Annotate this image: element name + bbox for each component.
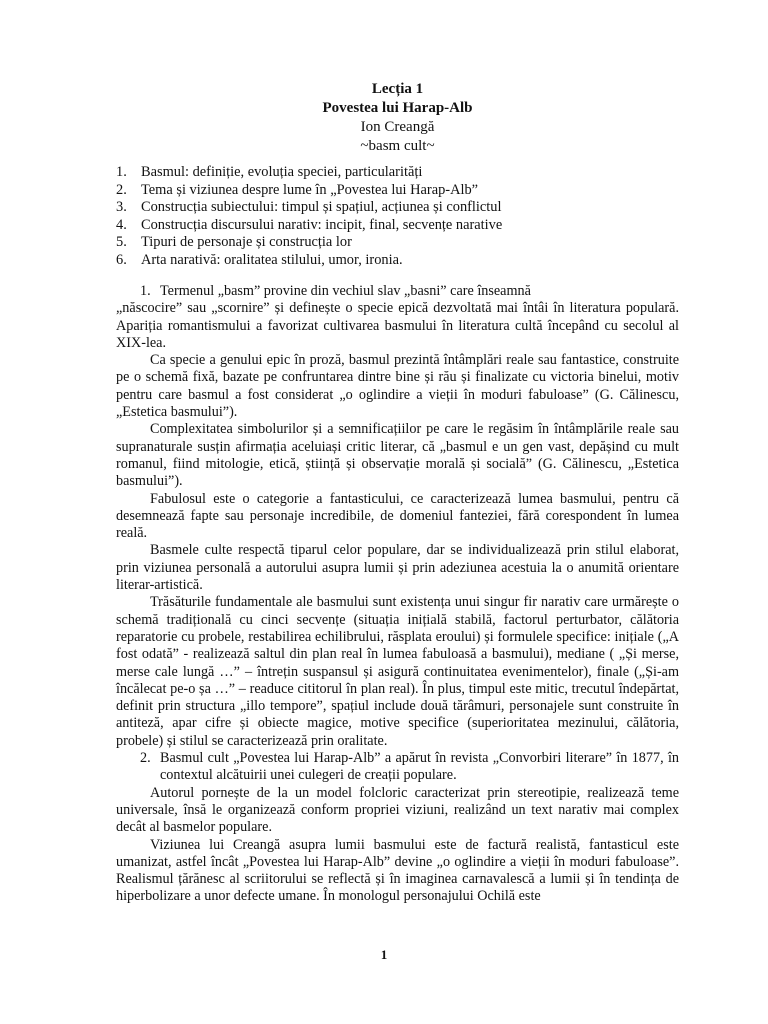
topic-text: Basmul: definiție, evoluția speciei, particularități	[141, 164, 423, 180]
topic-item	[116, 252, 679, 270]
paragraph-text: Termenul „basm” provine din vechiul slav „basni” care înseamnă	[160, 283, 531, 299]
topic-number: 4.	[116, 216, 127, 233]
paragraph-1-heading	[116, 283, 679, 300]
paragraph: Trăsăturile fundamentale ale basmului sunt existența unui singur fir narativ care urmărește o schemă tradițională cu cinci secvențe (situația inițială stabilă, factorul perturbator, călătoria reparatorie cu probele, restabilirea echilibrului, răsplata eroului) și formulele specifice: inițiale („A fost odată” - realizează saltul din plan real în lumea fabuloasă a basmului), mediane ( „Și merse, merse cale lungă …” – întrețin suspansul și asigură continuitatea evenimentelor), finale („Și-am încălecat pe-o șa …” – readuce cititorul în plan real). În plus, timpul este mitic, trecutul îndepărtat, definit prin structura „illo tempore”, spațiul include două tărâmuri, personajele sunt construite în antiteză, apar cifre și obiecte magice, motive specifice (superioritatea mezinului, călătoria, probele) și stilul se caracterizează prin oralitate.	[116, 594, 679, 749]
paragraph-number: 1.	[140, 283, 151, 299]
topic-item	[116, 182, 679, 200]
paragraph: Viziunea lui Creangă asupra lumii basmului este de factură realistă, fantasticul este umanizat, astfel încât „Povestea lui Harap-Alb” devine „o oglindire a vieții în moduri fabuloase”. Realismul țărănesc al scriitorului se reflectă și în imaginea carnavalescă a lumii și în tendința de hiperbolizare a unor defecte umane. În monologul personajului Ochilă este	[116, 836, 679, 905]
paragraph: „născocire” sau „scornire” și definește o specie epică dezvoltată mai întâi în literatura populară. Apariția romantismului a favorizat cultivarea basmului în literatura cultă începând cu secolul al XIX-lea.	[116, 300, 679, 351]
topic-number: 2.	[116, 181, 127, 198]
paragraph: Complexitatea simbolurilor și a semnificațiilor pe care le regăsim în întâmplările reale sau supranaturale susțin afirmația aceluiași critic literar, că „basmul e un gen vast, depășind cu mult romanul, fiind mitologie, etică, știință și observație morală și socială” (G. Călinescu, „Estetica basmului”).	[116, 421, 679, 490]
topic-text: Construcția discursului narativ: incipit, final, secvențe narative	[141, 216, 503, 233]
topics-list	[116, 164, 679, 269]
topic-item	[116, 199, 679, 217]
paragraph: Ca specie a genului epic în proză, basmul prezintă întâmplări reale sau fantastice, construite pe o schemă fixă, bazate pe confruntarea dintre bine și rău și finalizate cu victoria binelui, motiv pentru care basmul a fost considerat „o oglindire a vieții în moduri fabuloase” (G. Călinescu, „Estetica basmului”).	[116, 352, 679, 421]
paragraph-2	[116, 750, 679, 785]
topic-text: Tema și viziunea despre lume în „Povestea lui Harap-Alb”	[141, 181, 479, 198]
paragraph-text: Basmul cult „Povestea lui Harap-Alb” a apărut în revista „Convorbiri literare” în 1877, în contextul alcătuirii unei culegeri de creații populare.	[160, 750, 679, 784]
topic-number: 6.	[116, 251, 127, 268]
topic-item	[116, 217, 679, 235]
topic-item	[116, 234, 679, 252]
topic-number: 5.	[116, 234, 127, 250]
paragraph-number: 2.	[140, 750, 151, 767]
topic-number: 1.	[116, 164, 127, 180]
document-title: Povestea lui Harap-Alb	[322, 100, 473, 116]
topic-item	[116, 164, 679, 182]
topic-text: Tipuri de personaje și construcția lor	[141, 234, 352, 250]
paragraph: Basmele culte respectă tiparul celor populare, dar se individualizează prin stilul elaborat, prin viziunea personală a autorului asupra lumii și prin adeziunea acestuia la o anumită orientare literar-artistică.	[116, 542, 679, 594]
genre-label: ~basm cult~	[360, 138, 435, 154]
author-name: Ion Creangă	[360, 119, 435, 135]
page-number: 1	[380, 947, 388, 962]
paragraph: Fabulosul este o categorie a fantasticului, ce caracterizează lumea basmului, pentru că desemnează fapte sau personaje incredibile, de domeniul fanteziei, fără corespondent în lumea reală.	[116, 490, 679, 542]
topic-text: Construcția subiectului: timpul și spațiul, acțiunea și conflictul	[141, 199, 502, 215]
document-header	[116, 80, 679, 156]
document-body	[116, 283, 679, 906]
paragraph: Autorul pornește de la un model folcloric caracterizat prin stereotipie, realizează teme universale, însă le organizează conform propriei viziuni, realizând un text narativ mai complex decât al basmelor populare.	[116, 784, 679, 836]
topic-number: 3.	[116, 199, 127, 215]
topic-text: Arta narativă: oralitatea stilului, umor, ironia.	[141, 251, 403, 268]
lesson-label: Lecția 1	[371, 81, 424, 97]
